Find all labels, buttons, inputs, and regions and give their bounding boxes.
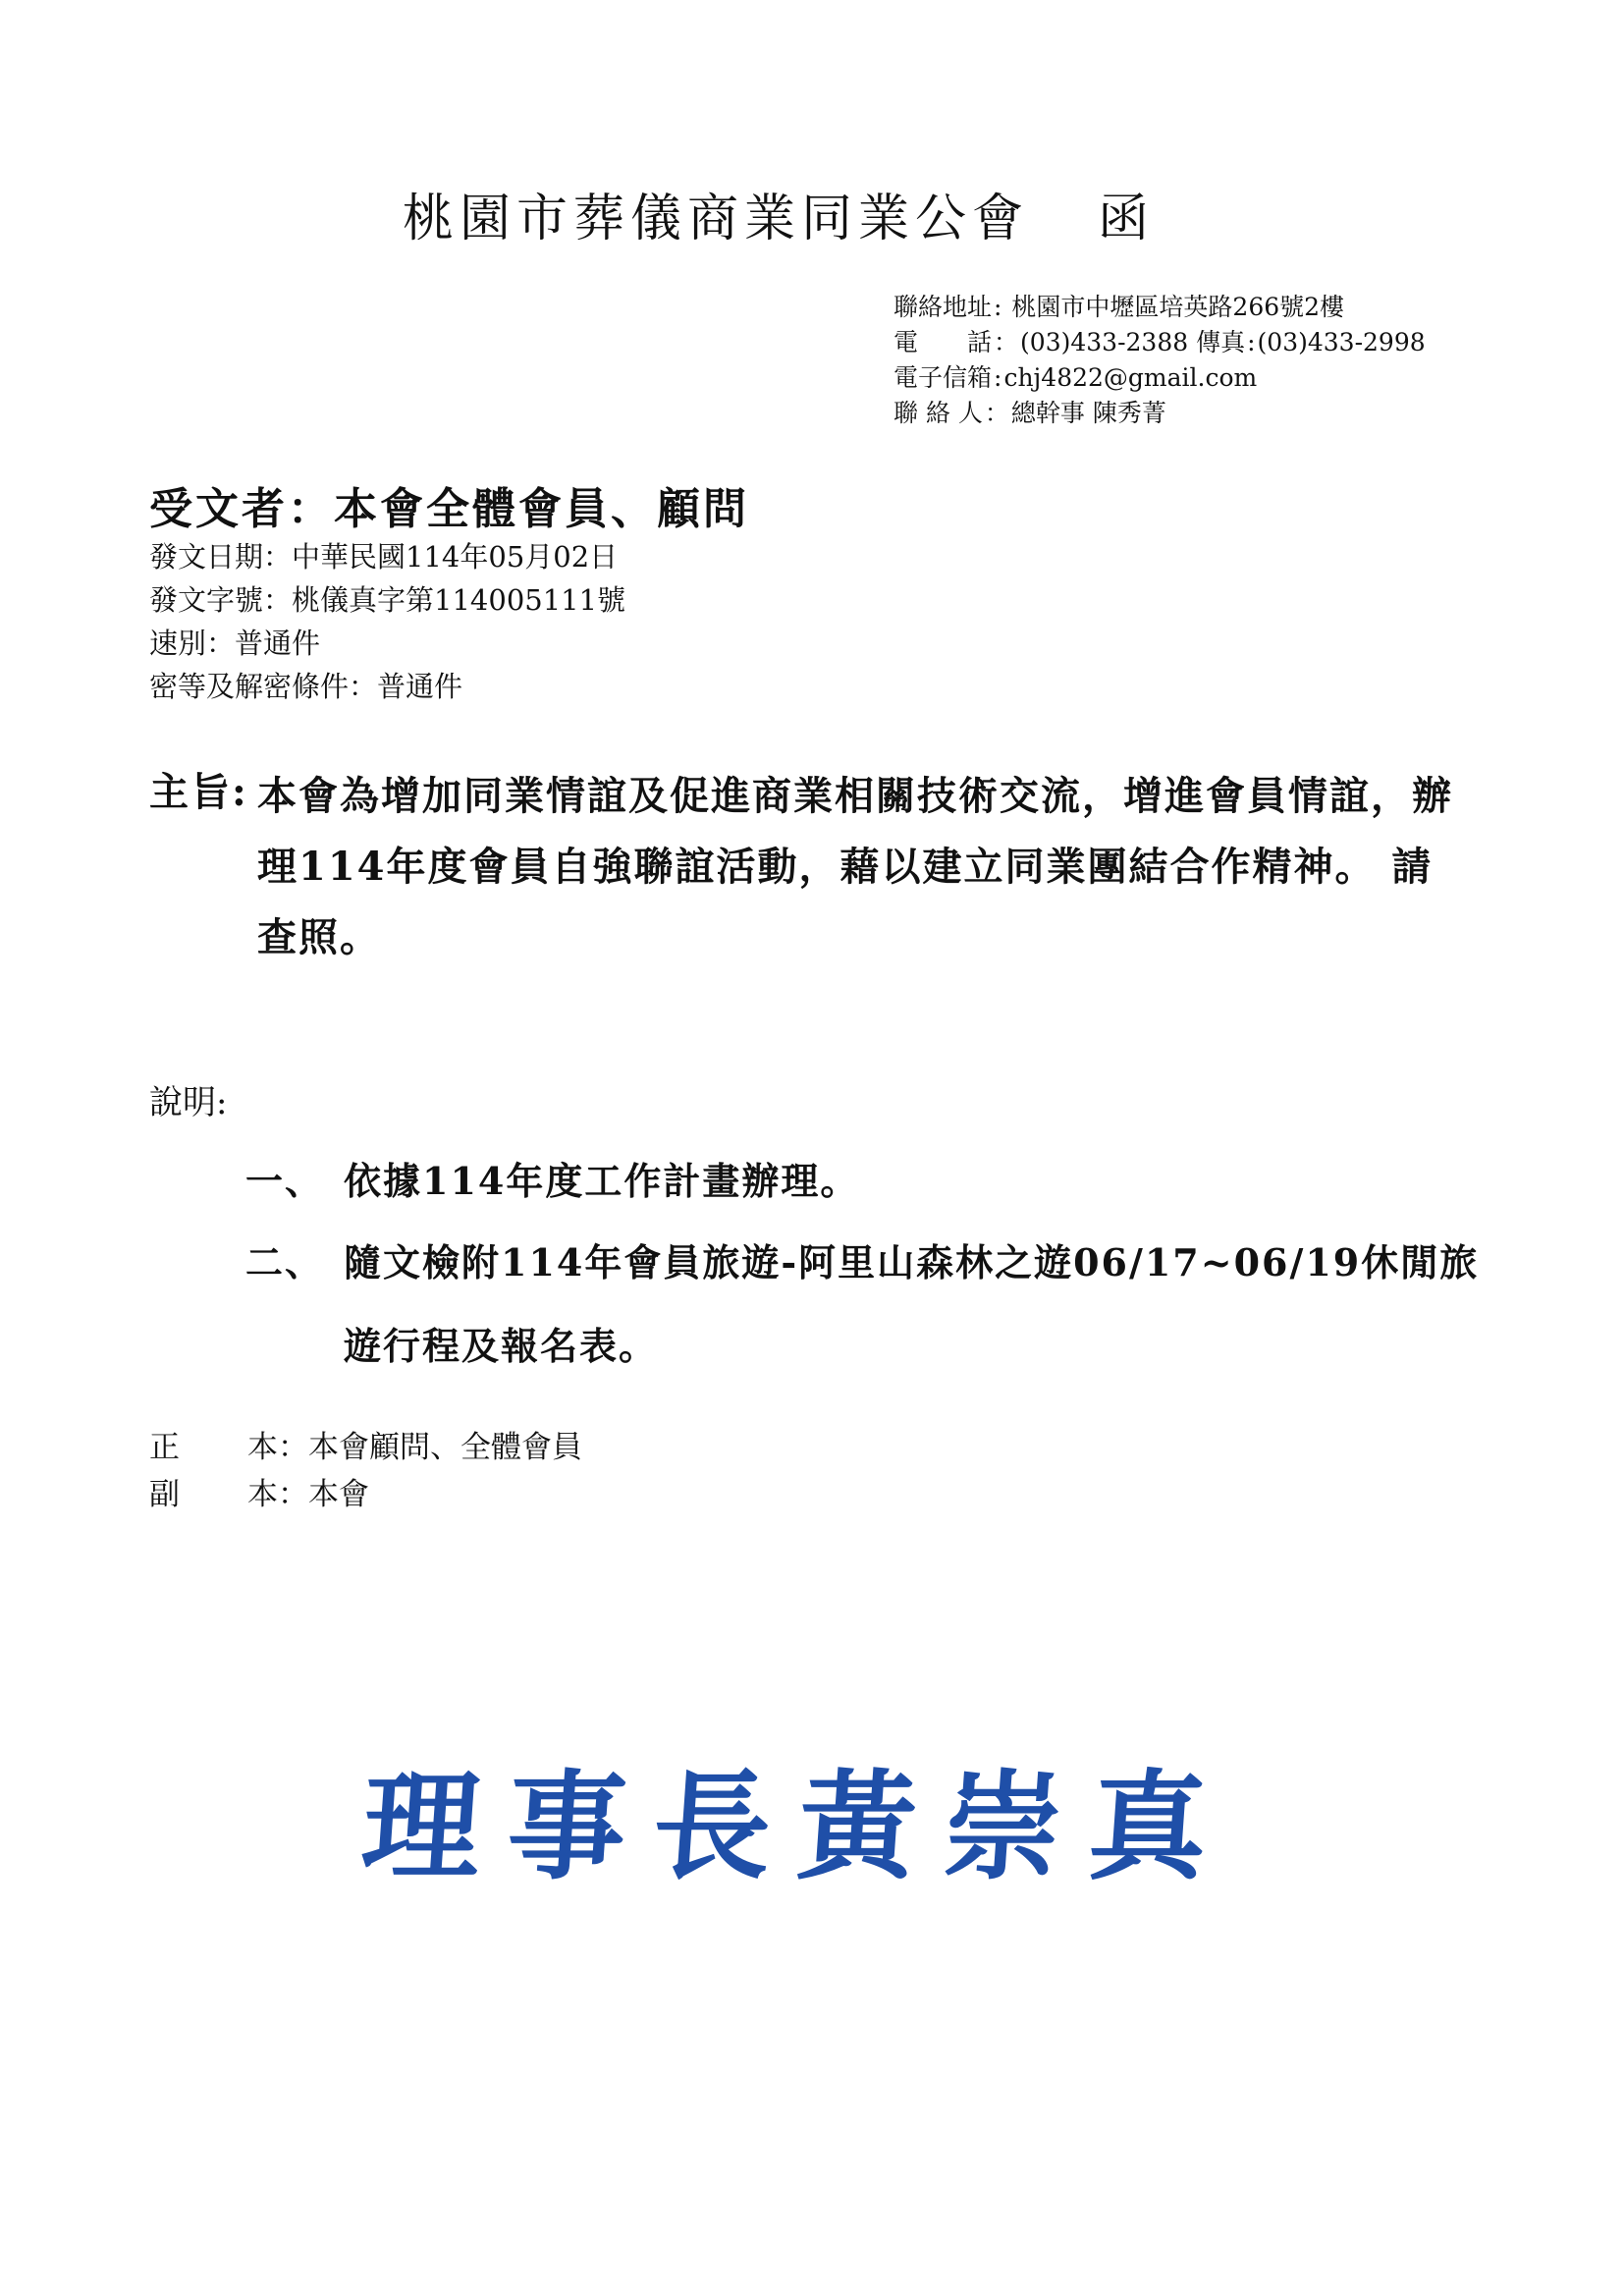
contact-phone: (03)433-2388 (1020, 328, 1189, 356)
speed-row: 速別：普通件 (149, 627, 321, 660)
contact-address-row: 聯絡地址: 桃園市中壢區培英路266號2樓 (893, 293, 1345, 321)
explanation-item-2: 二、 隨文檢附114年會員旅遊-阿里山森林之遊06/17~06/19休閒旅 (245, 1240, 1480, 1284)
secrecy-value: 普通件 (377, 670, 463, 703)
doc-number-row: 發文字號：桃儀真字第114005111號 (149, 583, 626, 617)
recipient-value: 本會全體會員、顧問 (334, 484, 749, 534)
secrecy-row: 密等及解密條件：普通件 (149, 670, 463, 703)
issue-date-row: 發文日期：中華民國114年05月02日 (149, 540, 619, 574)
document-type: 函 (1098, 190, 1156, 248)
contact-email-row: 電子信箱:chj4822@gmail.com (893, 363, 1258, 392)
contact-person-row: 聯 絡 人：總幹事 陳秀菁 (893, 399, 1166, 427)
issue-date: 中華民國114年05月02日 (292, 540, 619, 574)
explanation-item-2-continued: 遊行程及報名表。 (344, 1324, 659, 1368)
main-copy-row: 正 本：本會顧問、全體會員 (149, 1430, 582, 1465)
main-copy-recipients: 本會顧問、全體會員 (308, 1430, 582, 1465)
recipient-label: 受文者 (149, 484, 288, 534)
subject-label: 主旨: (149, 769, 248, 815)
subject-text: 本會為增加同業情誼及促進商業相關技術交流，增進會員情誼，辦理114年度會員自強聯誼活動，藉以建立同業團結合作精神。 請 查照。 (257, 773, 1475, 960)
explanation-item-1: 一、 依據114年度工作計畫辦理。 (245, 1159, 860, 1203)
copies-block (149, 1424, 582, 1518)
contact-email: chj4822@gmail.com (1003, 363, 1258, 392)
contact-block (893, 290, 1426, 431)
sub-copy-row: 副 本：本會 (149, 1477, 369, 1512)
explanation-label: 說明: (149, 1083, 228, 1122)
recipient-line: 受文者：本會全體會員、顧問 (149, 484, 749, 534)
chairman-signature-stamp: 理事長黃崇真 (357, 1758, 1240, 1896)
document-title (403, 177, 1155, 250)
contact-person: 總幹事 陳秀菁 (1010, 399, 1166, 427)
issuer-name: 桃園市葬儀商業同業公會 (403, 190, 1030, 248)
speed-value: 普通件 (235, 627, 321, 660)
contact-address: 桃園市中壢區培英路266號2樓 (1011, 293, 1345, 321)
document-meta (149, 535, 625, 708)
contact-phone-row: 電 話：(03)433-2388 傳真:(03)433-2998 (893, 328, 1426, 356)
sub-copy-recipients: 本會 (308, 1477, 369, 1512)
contact-fax: (03)433-2998 (1257, 328, 1426, 356)
doc-number: 桃儀真字第114005111號 (292, 583, 626, 617)
